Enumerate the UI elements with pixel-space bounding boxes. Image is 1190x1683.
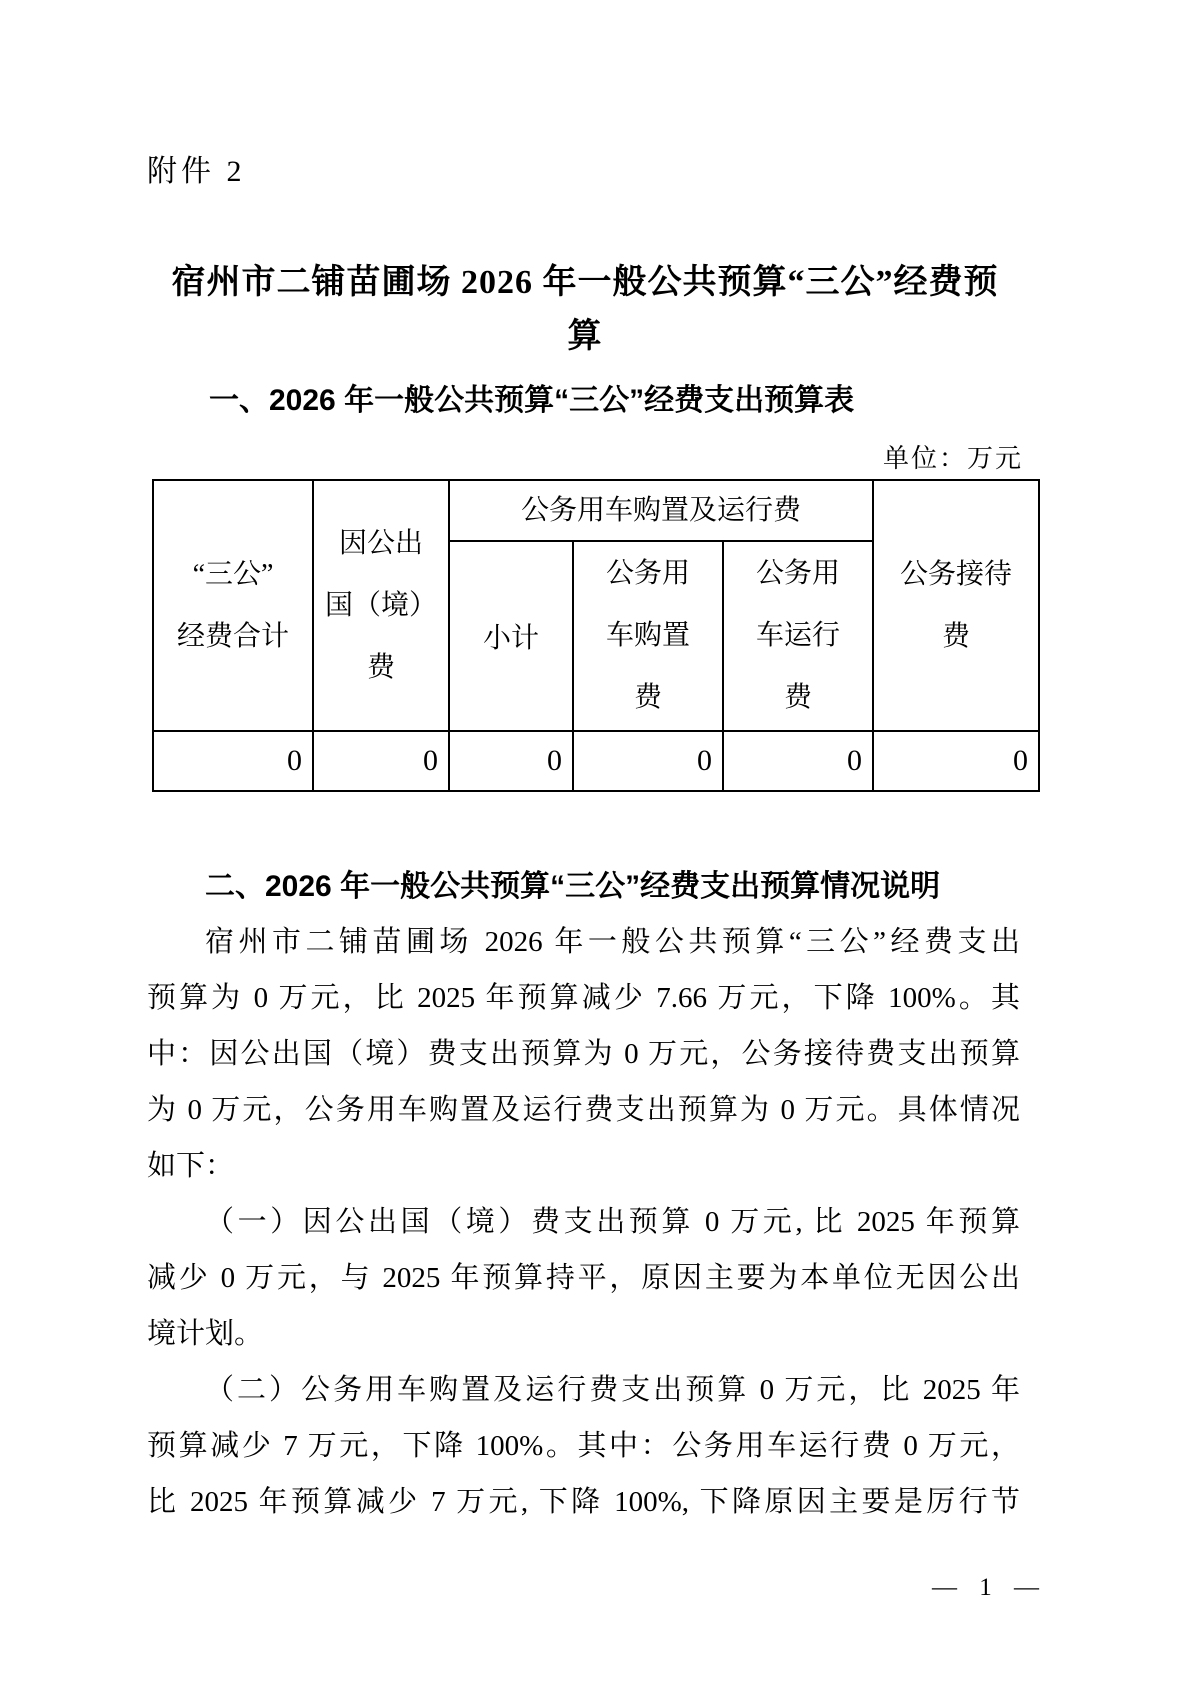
three-public-budget-table: [152, 479, 1040, 792]
th-operation-fee: [723, 541, 873, 731]
document-title-line1: 宿州市二铺苗圃场 2026 年一般公共预算“三公”经费预: [171, 264, 999, 301]
value-purchase-fee: 0: [573, 731, 723, 791]
th-abroad-line3: 费: [366, 651, 395, 683]
body-line: （一）因公出国（境）费支出预算 0 万元, 比 2025 年预算: [205, 1206, 1020, 1238]
body-text: [147, 914, 1020, 1530]
body-line: 宿州市二铺苗圃场 2026 年一般公共预算“三公”经费支出: [205, 926, 1020, 958]
body-line: 中：因公出国（境）费支出预算为 0 万元，公务接待费支出预算: [147, 1038, 1020, 1070]
th-sangong-total-line1: “三公”: [192, 558, 274, 590]
th-abroad-line1: 因公出: [338, 527, 423, 559]
value-subtotal: 0: [449, 731, 573, 791]
section2-heading: 二、2026 年一般公共预算“三公”经费支出预算情况说明: [205, 870, 941, 903]
th-sangong-total-line2: 经费合计: [176, 620, 289, 652]
value-abroad-fee: 0: [313, 731, 449, 791]
th-abroad-fee: [313, 480, 449, 731]
th-operation-line3: 费: [784, 682, 813, 713]
th-reception-fee: [873, 480, 1039, 731]
body-line: 减少 0 万元，与 2025 年预算持平，原因主要为本单位无因公出: [147, 1262, 1020, 1294]
th-reception-line2: 费: [942, 620, 971, 652]
value-operation-fee: 0: [723, 731, 873, 791]
body-line: 为 0 万元，公务用车购置及运行费支出预算为 0 万元。具体情况: [147, 1094, 1020, 1126]
value-sangong-total: 0: [153, 731, 313, 791]
th-reception-line1: 公务接待: [900, 558, 1013, 590]
th-operation-line1: 公务用: [756, 558, 841, 589]
th-purchase-fee: [573, 541, 723, 731]
value-reception-fee: 0: [873, 731, 1039, 791]
page-number: — 1 —: [932, 1574, 1047, 1601]
th-abroad-line2: 国（境）: [324, 589, 437, 621]
body-line: 如下：: [147, 1150, 235, 1182]
body-line: 预算减少 7 万元，下降 100%。其中：公务用车运行费 0 万元，: [147, 1430, 1020, 1462]
th-purchase-line1: 公务用: [605, 558, 690, 589]
th-operation-line2: 车运行: [756, 620, 841, 651]
th-purchase-line2: 车购置: [605, 620, 690, 651]
th-purchase-line3: 费: [633, 682, 662, 713]
body-line: 境计划。: [147, 1318, 264, 1350]
document-title: [147, 256, 1023, 364]
document-title-line2: 算: [567, 318, 603, 355]
body-line: 比 2025 年预算减少 7 万元, 下降 100%, 下降原因主要是厉行节: [147, 1486, 1020, 1518]
body-line: 预算为 0 万元，比 2025 年预算减少 7.66 万元，下降 100%。其: [147, 982, 1020, 1014]
body-line: （二）公务用车购置及运行费支出预算 0 万元，比 2025 年: [205, 1374, 1020, 1406]
table-unit-label: 单位：万元: [882, 444, 1023, 473]
section1-heading: 一、2026 年一般公共预算“三公”经费支出预算表: [209, 384, 855, 417]
th-sangong-total: [153, 480, 313, 731]
table-header-row-1: [153, 480, 1039, 541]
table-value-row: [153, 731, 1039, 791]
attachment-label: 附件 2: [147, 155, 246, 188]
th-subtotal: 小计: [449, 541, 573, 731]
th-vehicle-group: 公务用车购置及运行费: [449, 480, 873, 541]
